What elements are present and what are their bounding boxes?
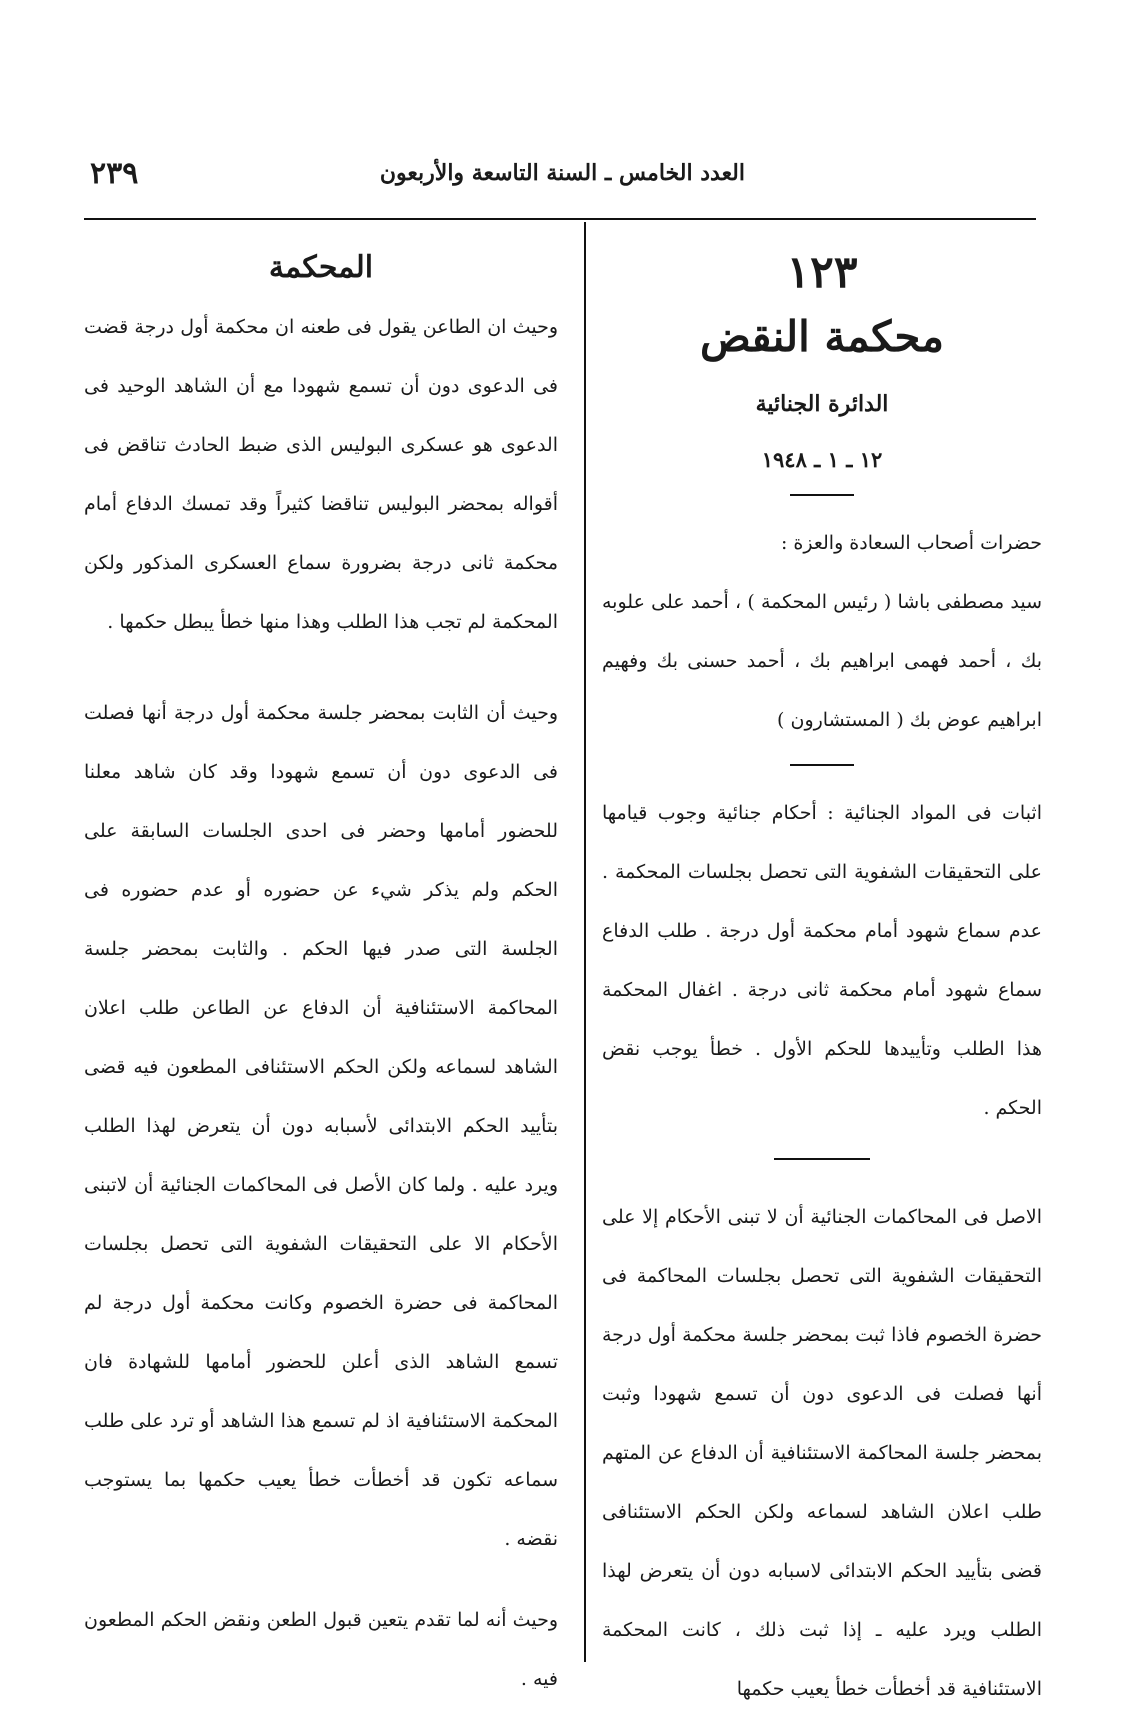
circuit-name: الدائرة الجنائية <box>755 391 889 417</box>
judgment-paragraph: وحيث أنه لما تقدم يتعين قبول الطعن ونقض الحكم المطعون فيه . <box>84 1609 558 1690</box>
right-column <box>602 240 1042 1719</box>
divider-rule <box>774 1158 870 1160</box>
case-number: ١٢٣ <box>786 247 858 298</box>
members-intro: حضرات أصحاب السعادة والعزة : <box>780 532 1042 554</box>
column-divider <box>584 222 586 1662</box>
running-head: العدد الخامس ـ السنة التاسعة والأربعون <box>379 160 745 186</box>
session-date: ١٢ ـ ١ ـ ١٩٤٨ <box>761 447 883 472</box>
judgment-paragraph: وحيث ان الطاعن يقول فى طعنه ان محكمة أول درجة قضت فى الدعوى دون أن تسمع شهودا مع أن الشاهد الوحيد فى الدعوى هو عسكرى البوليس الذى ضبط الحادث تناقض فى أقواله بمحضر البوليس تناقضا كثيراً وقد تمسك الدفاع أمام محكمة ثانى درجة بضرورة سماع العسكرى المذكور ولكن المحكمة لم تجب هذا الطلب وهذا منها خطأ يبطل حكمها . <box>84 316 558 633</box>
page-number: ٢٣٩ <box>90 156 139 191</box>
legal-principle: الاصل فى المحاكمات الجنائية أن لا تبنى الأحكام إلا على التحقيقات الشفوية التى تحصل بجلسات المحاكمة فى حضرة الخصوم فاذا ثبت بمحضر جلسة محكمة أول درجة أنها فصلت فى الدعوى دون أن تسمع شهودا وثبت بمحضر جلسة المحاكمة الاستئنافية أن الدفاع عن المتهم طلب اعلان الشاهد لسماعه ولكن الحكم الاستئنافى قضى بتأييد الحكم الابتدائى لاسبابه دون أن يتعرض لهذا الطلب ويرد عليه ـ إذا ثبت ذلك ، كانت المحكمة الاستئنافية قد أخطأت خطأ يعيب حكمها <box>602 1206 1042 1700</box>
paragraph-gap <box>84 652 558 684</box>
divider-rule <box>790 494 854 496</box>
divider-rule <box>790 764 854 766</box>
header-rule <box>84 218 1036 220</box>
court-name: محكمة النقض <box>699 312 945 361</box>
case-summary: اثبات فى المواد الجنائية : أحكام جنائية وجوب قيامها على التحقيقات الشفوية التى تحصل بجلسات المحكمة . عدم سماع شهود أمام محكمة أول درجة . طلب الدفاع سماع شهود أمام محكمة ثانى درجة . اغفال المحكمة هذا الطلب وتأييدها للحكم الأول . خطأ يوجب نقض الحكم . <box>602 802 1042 1119</box>
left-column <box>84 240 558 1709</box>
court-members: سيد مصطفى باشا ( رئيس المحكمة ) ، أحمد على علوبه بك ، أحمد فهمى ابراهيم بك ، أحمد حسنى بك وفهيم ابراهيم عوض بك ( المستشارون ) <box>602 591 1042 731</box>
judgment-paragraph: وحيث أن الثابت بمحضر جلسة محكمة أول درجة أنها فصلت فى الدعوى دون أن تسمع شهودا وقد كان شاهد معلنا للحضور أمامها وحضر فى احدى الجلسات السابقة على الحكم ولم يذكر شيء عن حضوره أو عدم حضوره فى الجلسة التى صدر فيها الحكم . والثابت بمحضر جلسة المحاكمة الاستئنافية أن الدفاع عن الطاعن طلب اعلان الشاهد لسماعه ولكن الحكم الاستئنافى المطعون فيه قضى بتأييد الحكم الابتدائى لأسبابه دون أن يتعرض لهذا الطلب ويرد عليه . ولما كان الأصل فى المحاكمات الجنائية أن لاتبنى الأحكام الا على التحقيقات الشفوية التى تحصل بجلسات المحاكمة فى حضرة الخصوم وكانت محكمة أول درجة لم تسمع الشاهد الذى أعلن للحضور أمامها للشهادة فان المحكمة الاستئنافية اذ لم تسمع هذا الشاهد أو ترد على طلب سماعه تكون قد أخطأت خطأ يعيب حكمها بما يستوجب نقضه . <box>84 702 558 1550</box>
page-header <box>80 156 1040 220</box>
section-title: المحكمة <box>268 250 374 285</box>
paragraph-gap <box>84 1569 558 1591</box>
